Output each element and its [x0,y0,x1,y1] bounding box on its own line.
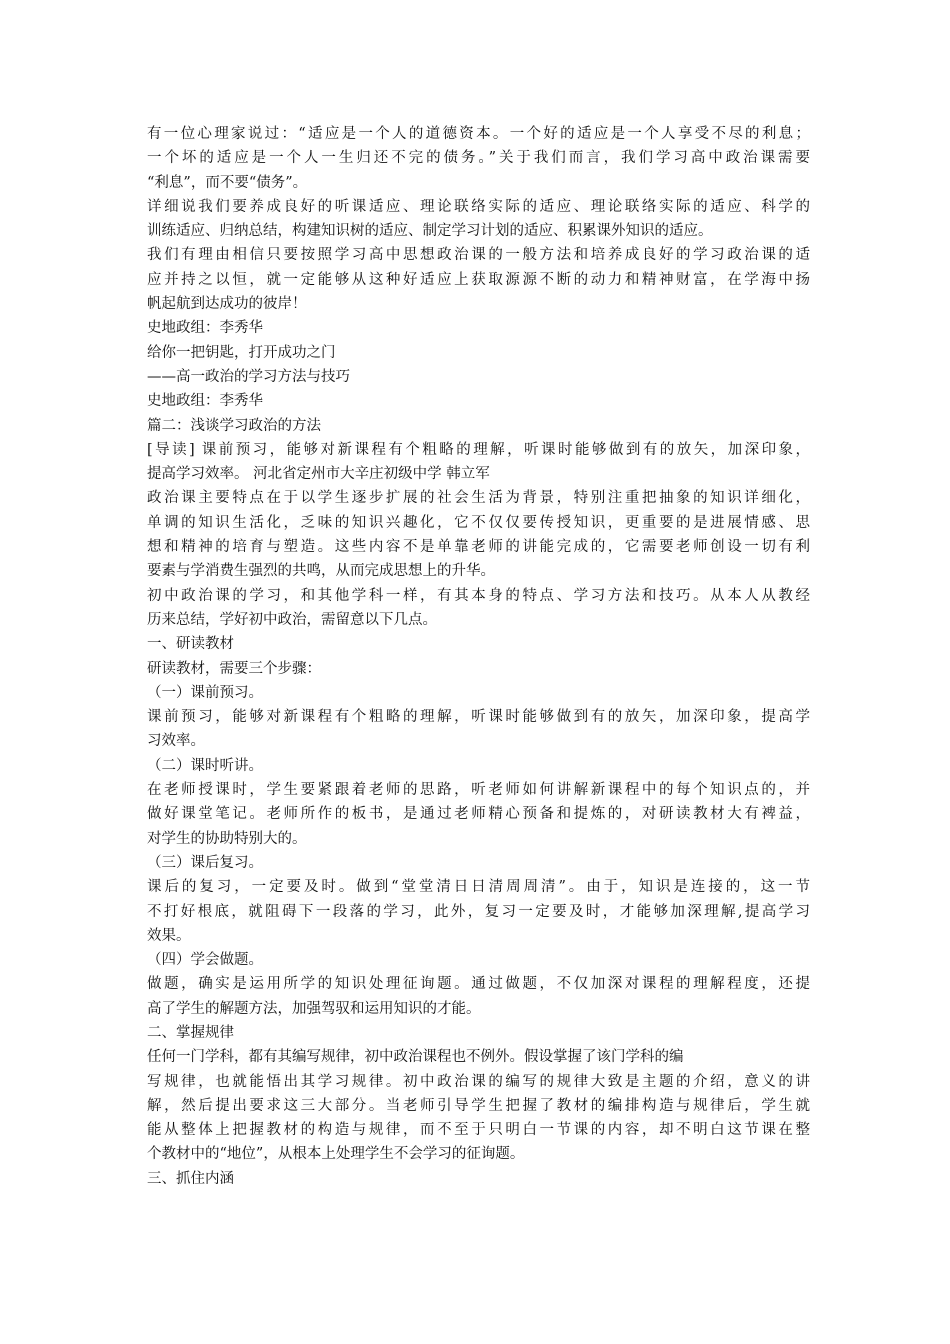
text-line-16: 政治课主要特点在于以学生逐步扩展的社会生活为背景，特别注重把抽象的知识详细化， [147,490,810,507]
text-line-32: 课后的复习，一定要及时。做到“堂堂清日日清周周清”。由于，知识是连接的，这一节 [147,879,810,896]
text-line-37: 高了学生的解题方法，加强驾驭和运用知识的才能。 [147,1000,481,1017]
text-line-6: 我们有理由相信只要按照学习高中思想政治课的一般方法和培养成良好的学习政治课的适 [147,247,810,264]
text-line-39: 任何一门学科，都有其编写规律，初中政治课程也不例外。假设掌握了该门学科的编 [147,1049,684,1066]
text-line-23: 研读教材，需要三个步骤： [147,660,321,677]
text-line-27: （二）课时听讲。 [147,757,263,774]
text-line-44: 三、抓住内涵 [147,1170,234,1187]
text-line-34: 效果。 [147,927,191,944]
text-line-2: 一个坏的适应是一个人一生归还不完的债务。”关于我们而言，我们学习高中政治课需要 [147,150,810,167]
text-line-35: （四）学会做题。 [147,952,263,969]
text-line-13: 篇二：浅谈学习政治的方法 [147,417,321,434]
text-line-5: 训练适应、归纳总结，构建知识树的适应、制定学习计划的适应、积累课外知识的适应。 [147,223,713,240]
text-line-31: （三）课后复习。 [147,854,263,871]
text-line-21: 历来总结，学好初中政治，需留意以下几点。 [147,611,437,628]
text-line-15: 提高学习效率。 河北省定州市大辛庄初级中学 韩立军 [147,466,490,483]
text-line-7: 应并持之以恒，就一定能够从这种好适应上获取源源不断的动力和精神财富，在学海中扬 [147,271,810,288]
text-line-25: 课前预习，能够对新课程有个粗略的理解，听课时能够做到有的放矢，加深印象，提高学 [147,709,810,726]
text-line-40: 写规律，也就能悟出其学习规律。初中政治课的编写的规律大致是主题的介绍，意义的讲 [147,1073,810,1090]
text-line-28: 在老师授课时，学生要紧跟着老师的思路，听老师如何讲解新课程中的每个知识点的，并 [147,782,810,799]
text-line-8: 帆起航到达成功的彼岸！ [147,296,307,313]
text-line-26: 习效率。 [147,733,205,750]
text-line-17: 单调的知识生活化，乏味的知识兴趣化，它不仅仅要传授知识，更重要的是进展情感、思 [147,514,810,531]
text-line-11: ——高一政治的学习方法与技巧 [147,368,350,385]
text-line-38: 二、掌握规律 [147,1024,234,1041]
text-line-18: 想和精神的培育与塑造。这些内容不是单靠老师的讲能完成的，它需要老师创设一切有利 [147,539,810,556]
text-line-30: 对学生的协助特别大的。 [147,830,307,847]
text-line-43: 个教材中的“地位”，从根本上处理学生不会学习的征询题。 [147,1146,525,1163]
text-line-1: 有一位心理家说过：“适应是一个人的道德资本。一个好的适应是一个人享受不尽的利息； [147,126,810,142]
text-line-36: 做题，确实是运用所学的知识处理征询题。通过做题，不仅加深对课程的理解程度，还提 [147,976,810,993]
text-line-19: 要素与学消费生强烈的共鸣，从而完成思想上的升华。 [147,563,495,580]
text-line-10: 给你一把钥匙，打开成功之门 [147,344,336,361]
text-line-9: 史地政组：李秀华 [147,320,263,337]
text-line-14: [导读] 课前预习，能够对新课程有个粗略的理解，听课时能够做到有的放矢，加深印象， [147,441,810,458]
text-line-3: “利息”，而不要“债务”。 [147,174,308,191]
text-line-29: 做好课堂笔记。老师所作的板书，是通过老师精心预备和提炼的，对研读教材大有裨益， [147,806,810,823]
text-line-24: （一）课前预习。 [147,684,263,701]
text-line-4: 详细说我们要养成良好的听课适应、理论联络实际的适应、理论联络实际的适应、科学的 [147,198,810,215]
document-page [147,122,810,1191]
text-line-20: 初中政治课的学习，和其他学科一样，有其本身的特点、学习方法和技巧。从本人从教经 [147,587,810,604]
text-line-42: 能从整体上把握教材的构造与规律，而不至于只明白一节课的内容，却不明白这节课在整 [147,1122,810,1139]
text-line-22: 一、研读教材 [147,636,234,653]
text-line-33: 不打好根底，就阻碍下一段落的学习，此外，复习一定要及时，才能够加深理解,提高学习 [147,903,810,920]
text-line-41: 解，然后提出要求这三大部分。当老师引导学生把握了教材的编排构造与规律后，学生就 [147,1097,810,1114]
text-line-12: 史地政组：李秀华 [147,393,263,410]
